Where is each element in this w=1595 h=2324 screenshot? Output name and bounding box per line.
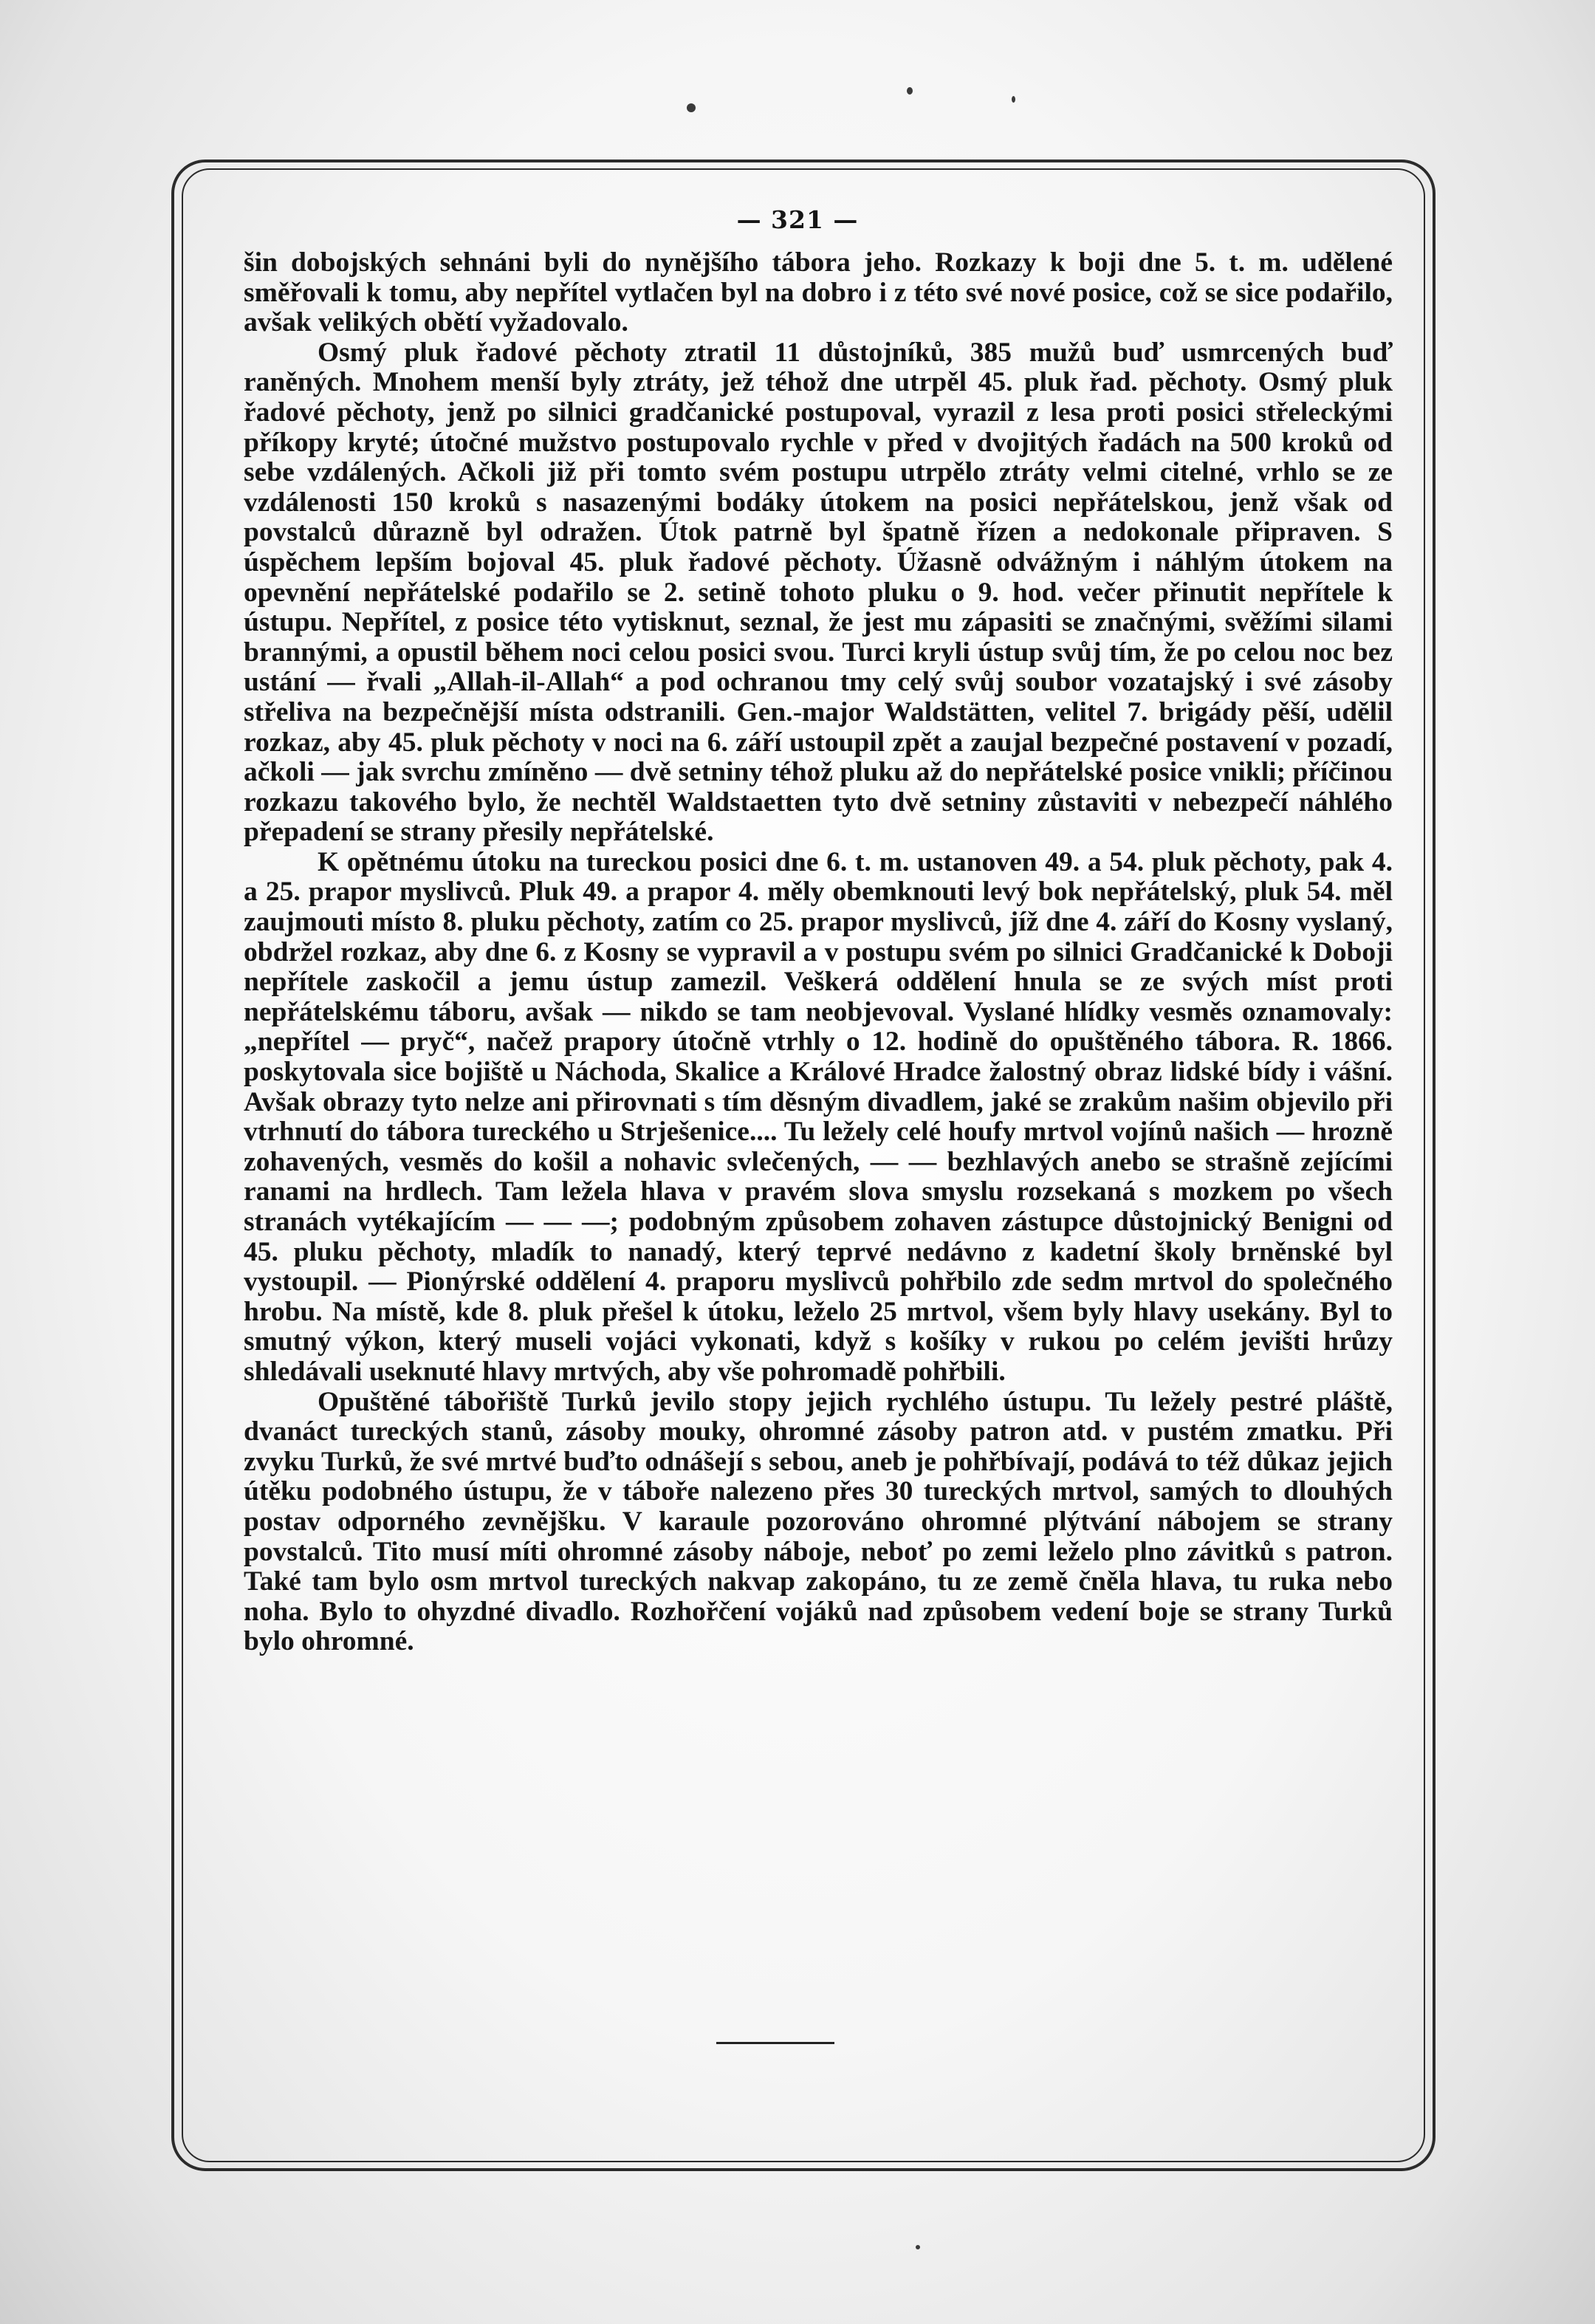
page-number: — 321 — <box>736 205 859 234</box>
paragraph-2: Osmý pluk řadové pěchoty ztratil 11 důstojníků, 385 mužů buď usmrcených buď raněných. Mnohem menší byly ztráty, jež téhož dne utrpěl 45. pluk řad. pěchoty. Osmý pluk řadové pěchoty, jenž po silnici gradčanické postupoval, vyrazil z lesa proti posici střeleckými příkopy kryté; útočné mužstvo postupovalo rychle v před v dvojitých řadách na 500 kroků od sebe vzdálených. Ačkoli již při tomto svém postupu utrpělo ztráty velmi citelné, vrhlo se ze vzdálenosti 150 kroků s nasazenými bodáky útokem na posici nepřátelskou, jenž však od povstalců důrazně byl odražen. Útok patrně byl špatně řízen a nedokonale připraven. S úspěchem lepším bojoval 45. pluk řadové pěchoty. Úžasně odvážným i náhlým útokem na opevnění nepřátelské podařilo se 2. setině tohoto pluku o 9. hod. večer přinutit nepřítele k ústupu. Nepřítel, z posice této vytisknut, seznal, že jest mu zápasiti se značnými, svěžími silami brannými, a opustil během noci celou posici svou. Turci kryli ústup svůj tím, že po celou noc bez ustání — řvali „Allah-il-Allah“ a pod ochranou tmy celý svůj soubor vozatajský i své zásoby střeliva na bezpečnější místa odstranili. Gen.-major Waldstätten, velitel 7. brigády pěší, udělil rozkaz, aby 45. pluk pěchoty v noci na 6. září ustoupil zpět a zaujal bezpečné postavení v pozadí, ačkoli — jak svrchu zmíněno — dvě setniny téhož pluku až do nepřátelské posice vnikli; příčinou rozkazu takového bylo, že nechtěl Waldstaetten tyto dvě setniny zůstaviti v nebezpečí náhlého přepadení se strany přesily nepřátelské. <box>244 337 1393 848</box>
paragraph-4: Opuštěné tábořiště Turků jevilo stopy jejich rychlého ústupu. Tu ležely pestré pláště, dvanáct tureckých stanů, zásoby mouky, ohromné zásoby patron atd. v pustém zmatku. Při zvyku Turků, že své mrtvé buďto odnášejí s sebou, aneb je pohřbívají, podává to též důkaz jejich útěku podobného ústupu, že v táboře nalezeno přes 30 tureckých mrtvol, samých to dlouhých postav odporného zevnějšku. V karaule pozorováno ohromné plýtvání nábojem se strany povstalců. Tito musí míti ohromné zásoby náboje, neboť po zemi leželo plno závitků s patron. Také tam bylo osm mrtvol tureckých nakvap zakopáno, tu ze země čněla hlava, tu ruka nebo noha. Bylo to ohyzdné divadlo. Rozhořčení vojáků nad způsobem vedení boje se strany Turků bylo ohromné. <box>244 1386 1393 1657</box>
body-text <box>244 248 1393 1657</box>
print-speck <box>687 103 696 112</box>
paragraph-1: šin dobojských sehnáni byli do nynějšího tábora jeho. Rozkazy k boji dne 5. t. m. udělené směřovali k tomu, aby nepřítel vytlačen byl na dobro i z této své nové posice, což se sice podařilo, avšak velikých obětí vyžadovalo. <box>244 247 1393 338</box>
print-speck <box>916 2245 920 2249</box>
paragraph-3: K opětnému útoku na tureckou posici dne 6. t. m. ustanoven 49. a 54. pluk pěchoty, pak 4. a 25. prapor myslivců. Pluk 49. a prapor 4. měly obemknouti levý bok nepřátelský, pluk 54. měl zaujmouti místo 8. pluku pěchoty, zatím co 25. prapor myslivců, jíž dne 4. září do Kosny vyslaný, obdržel rozkaz, aby dne 6. z Kosny se vypravil a v postupu svém po silnici Gradčanické k Doboji nepřítele zaskočil a jemu ústup zamezil. Veškerá oddělení hnula se ze svých míst proti nepřátelskému táboru, avšak — nikdo se tam neobjevoval. Vyslané hlídky vesměs oznamovaly: „nepřítel — pryč“, načež prapory útočně vtrhly o 12. hodině do opuštěného tábora. R. 1866. poskytovala sice bojiště u Náchoda, Skalice a Králové Hradce žalostný obraz lidské bídy i vášní. Avšak obrazy tyto nelze ani přirovnati s tím děsným divadlem, jaké se zrakům našim objevilo při vtrhnutí do tábora tureckého u Strješenice.... Tu ležely celé houfy mrtvol vojínů našich — hrozně zohavených, vesměs do košil a nohavic svlečených, — — bezhlavých anebo se strašně zejícími ranami na hrdlech. Tam ležela hlava v pravém slova smyslu rozsekaná s mozkem po všech stranách vytékajícím — — —; podobným způsobem zohaven zástupce důstojnický Benigni od 45. pluku pěchoty, mladík to nanadý, který teprvé nedávno z kadetní školy brněnské byl vystoupil. — Pionýrské oddělení 4. praporu myslivců pohřbilo zde sedm mrtvol do společného hrobu. Na místě, kde 8. pluk přešel k útoku, leželo 25 mrtvol, všem byly hlavy usekány. Byl to smutný výkon, který museli vojáci vykonati, když s košíky v rukou po celém jevišti hrůzy shledávali useknuté hlavy mrtvých, aby vše pohromadě pohřbili. <box>244 846 1393 1387</box>
end-rule <box>716 2042 834 2044</box>
print-speck <box>1012 96 1015 103</box>
print-speck <box>907 87 913 95</box>
